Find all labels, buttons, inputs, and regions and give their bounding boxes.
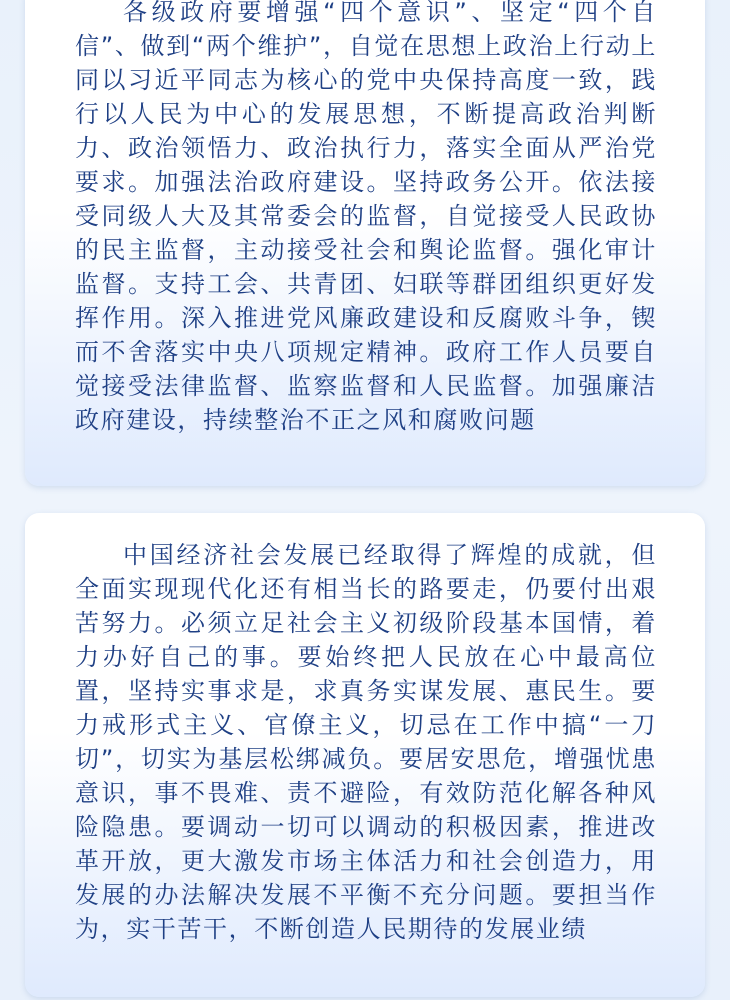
card-paragraph: 各级政府要增强“四个意识”、坚定“四个自信”、做到“两个维护”，自觉在思想上政治上行动上同以习近平同志为核心的党中央保持高度一致，践行以人民为中心的发展思想，不断提高政治判断力、政治领悟力、政治执行力，落实全面从严治党要求。加强法治政府建设。坚持政务公开。依法接受同级人大及其常委会的监督，自觉接受人民政协的民主监督，主动接受社会和舆论监督。强化审计监督。支持工会、共青团、妇联等群团组织更好发挥作用。深入推进党风廉政建设和反腐败斗争，锲而不舍落实中央八项规定精神。政府工作人员要自觉接受法律监督、监察监督和人民监督。加强廉洁政府建设，持续整治不正之风和腐败问题: [75, 0, 657, 434]
card-paragraph: 中国经济社会发展已经取得了辉煌的成就，但全面实现现代化还有相当长的路要走，仍要付出艰苦努力。必须立足社会主义初级阶段基本国情，着力办好自己的事。要始终把人民放在心中最高位置，坚持实事求是，求真务实谋发展、惠民生。要力戒形式主义、官僚主义，切忌在工作中搞“一刀切”，切实为基层松绑减负。要居安思危，增强忧患意识，事不畏难、责不避险，有效防范化解各种风险隐患。要调动一切可以调动的积极因素，推进改革开放，更大激发市场主体活力和社会创造力，用发展的办法解决发展不平衡不充分问题。要担当作为，实干苦干，不断创造人民期待的发展业绩: [75, 541, 657, 943]
text-card-government-supervision: [25, 0, 705, 486]
text-card-development-tasks: [25, 513, 705, 997]
